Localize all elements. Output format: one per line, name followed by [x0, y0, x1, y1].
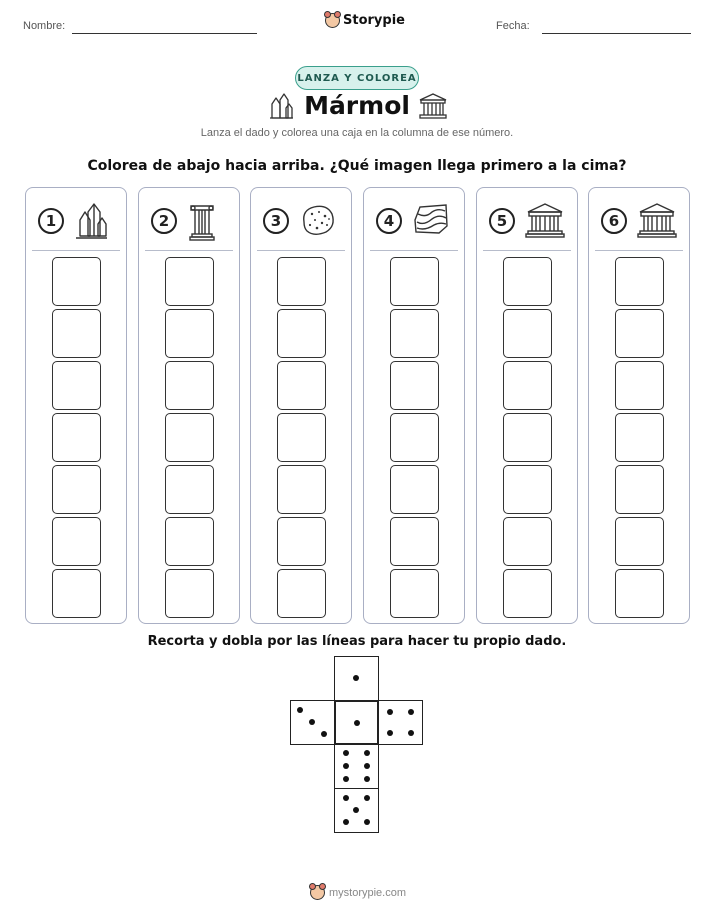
die-pip [297, 707, 303, 713]
date-line[interactable] [542, 33, 691, 34]
color-box[interactable] [165, 309, 214, 358]
column-number: 3 [263, 208, 289, 234]
color-box[interactable] [277, 517, 326, 566]
marble-block-icon [412, 202, 450, 240]
temple-icon [418, 92, 448, 120]
column-2 [138, 187, 240, 624]
column-header [372, 202, 456, 240]
storypie-logo [325, 13, 405, 28]
color-box[interactable] [390, 465, 439, 514]
color-box[interactable] [52, 257, 101, 306]
temple-icon [637, 202, 677, 242]
color-box[interactable] [52, 309, 101, 358]
color-box[interactable] [615, 569, 664, 618]
color-box[interactable] [503, 517, 552, 566]
color-box[interactable] [165, 361, 214, 410]
column-1 [25, 187, 127, 624]
column-divider [32, 250, 120, 251]
die-face-4 [378, 700, 423, 745]
color-box[interactable] [390, 309, 439, 358]
color-box[interactable] [52, 517, 101, 566]
color-box[interactable] [390, 257, 439, 306]
instruction-text: Colorea de abajo hacia arriba. ¿Qué imagen llega primero a la cima? [87, 158, 627, 174]
die-pip [343, 750, 349, 756]
color-box[interactable] [503, 257, 552, 306]
die-pip [343, 776, 349, 782]
color-box[interactable] [277, 413, 326, 462]
die-pip [364, 750, 370, 756]
column-number: 5 [489, 208, 515, 234]
footer-url[interactable]: mystorypie.com [329, 886, 407, 899]
temple-icon [525, 202, 565, 242]
name-line[interactable] [72, 33, 257, 34]
column-header [34, 202, 118, 240]
column-number: 2 [151, 208, 177, 234]
footer [310, 885, 406, 900]
color-box[interactable] [615, 517, 664, 566]
color-box[interactable] [165, 413, 214, 462]
column-6 [588, 187, 690, 624]
die-pip [343, 795, 349, 801]
activity-badge: LANZA Y COLOREA [295, 66, 419, 90]
die-pip [343, 819, 349, 825]
color-box[interactable] [503, 569, 552, 618]
color-box[interactable] [390, 569, 439, 618]
die-face-6 [334, 744, 379, 789]
die-pip [364, 819, 370, 825]
die-pip [309, 719, 315, 725]
color-box[interactable] [615, 361, 664, 410]
die-face-1 [334, 656, 379, 701]
color-box[interactable] [165, 257, 214, 306]
column-divider [257, 250, 345, 251]
column-number: 6 [601, 208, 627, 234]
subtitle: Lanza el dado y colorea una caja en la columna de ese número. [200, 127, 514, 139]
column-divider [483, 250, 571, 251]
die-pip [364, 776, 370, 782]
color-box[interactable] [390, 361, 439, 410]
bear-icon [310, 885, 325, 900]
color-box[interactable] [390, 413, 439, 462]
page-title: Mármol [304, 91, 410, 120]
column-divider [370, 250, 458, 251]
color-box[interactable] [52, 413, 101, 462]
column-pillar-icon [187, 202, 217, 246]
die-pip [387, 709, 393, 715]
color-box[interactable] [277, 309, 326, 358]
color-box[interactable] [615, 309, 664, 358]
column-4 [363, 187, 465, 624]
column-3 [250, 187, 352, 624]
die-pip [353, 675, 359, 681]
die-pip [321, 731, 327, 737]
name-label: Nombre: [23, 20, 66, 32]
column-divider [595, 250, 683, 251]
die-pip [364, 795, 370, 801]
brand-name: Storypie [343, 13, 405, 28]
die-pip [353, 807, 359, 813]
color-box[interactable] [615, 465, 664, 514]
color-box[interactable] [52, 465, 101, 514]
column-5 [476, 187, 578, 624]
date-label: Fecha: [496, 20, 530, 32]
column-header [597, 202, 681, 240]
color-box[interactable] [390, 517, 439, 566]
color-box[interactable] [503, 465, 552, 514]
die-pip [408, 730, 414, 736]
color-box[interactable] [165, 465, 214, 514]
crystal-icon [74, 202, 108, 246]
die-pip [343, 763, 349, 769]
color-box[interactable] [277, 257, 326, 306]
column-number: 1 [38, 208, 64, 234]
die-pip [354, 720, 360, 726]
column-header [485, 202, 569, 240]
bear-icon [325, 13, 340, 28]
die-face-1 [334, 700, 379, 745]
die-pip [408, 709, 414, 715]
color-box[interactable] [615, 257, 664, 306]
cut-instruction: Recorta y dobla por las líneas para hacer tu propio dado. [147, 634, 567, 649]
color-box[interactable] [503, 413, 552, 462]
column-header [147, 202, 231, 240]
speckled-stone-icon [299, 202, 337, 242]
color-box[interactable] [615, 413, 664, 462]
color-box[interactable] [503, 309, 552, 358]
color-box[interactable] [52, 361, 101, 410]
die-face-3 [290, 700, 335, 745]
column-divider [145, 250, 233, 251]
color-box[interactable] [277, 465, 326, 514]
color-box[interactable] [165, 517, 214, 566]
column-number: 4 [376, 208, 402, 234]
die-pip [387, 730, 393, 736]
column-header [259, 202, 343, 240]
color-box[interactable] [277, 569, 326, 618]
color-box[interactable] [503, 361, 552, 410]
color-box[interactable] [165, 569, 214, 618]
die-face-5 [334, 788, 379, 833]
die-pip [364, 763, 370, 769]
color-box[interactable] [277, 361, 326, 410]
color-box[interactable] [52, 569, 101, 618]
